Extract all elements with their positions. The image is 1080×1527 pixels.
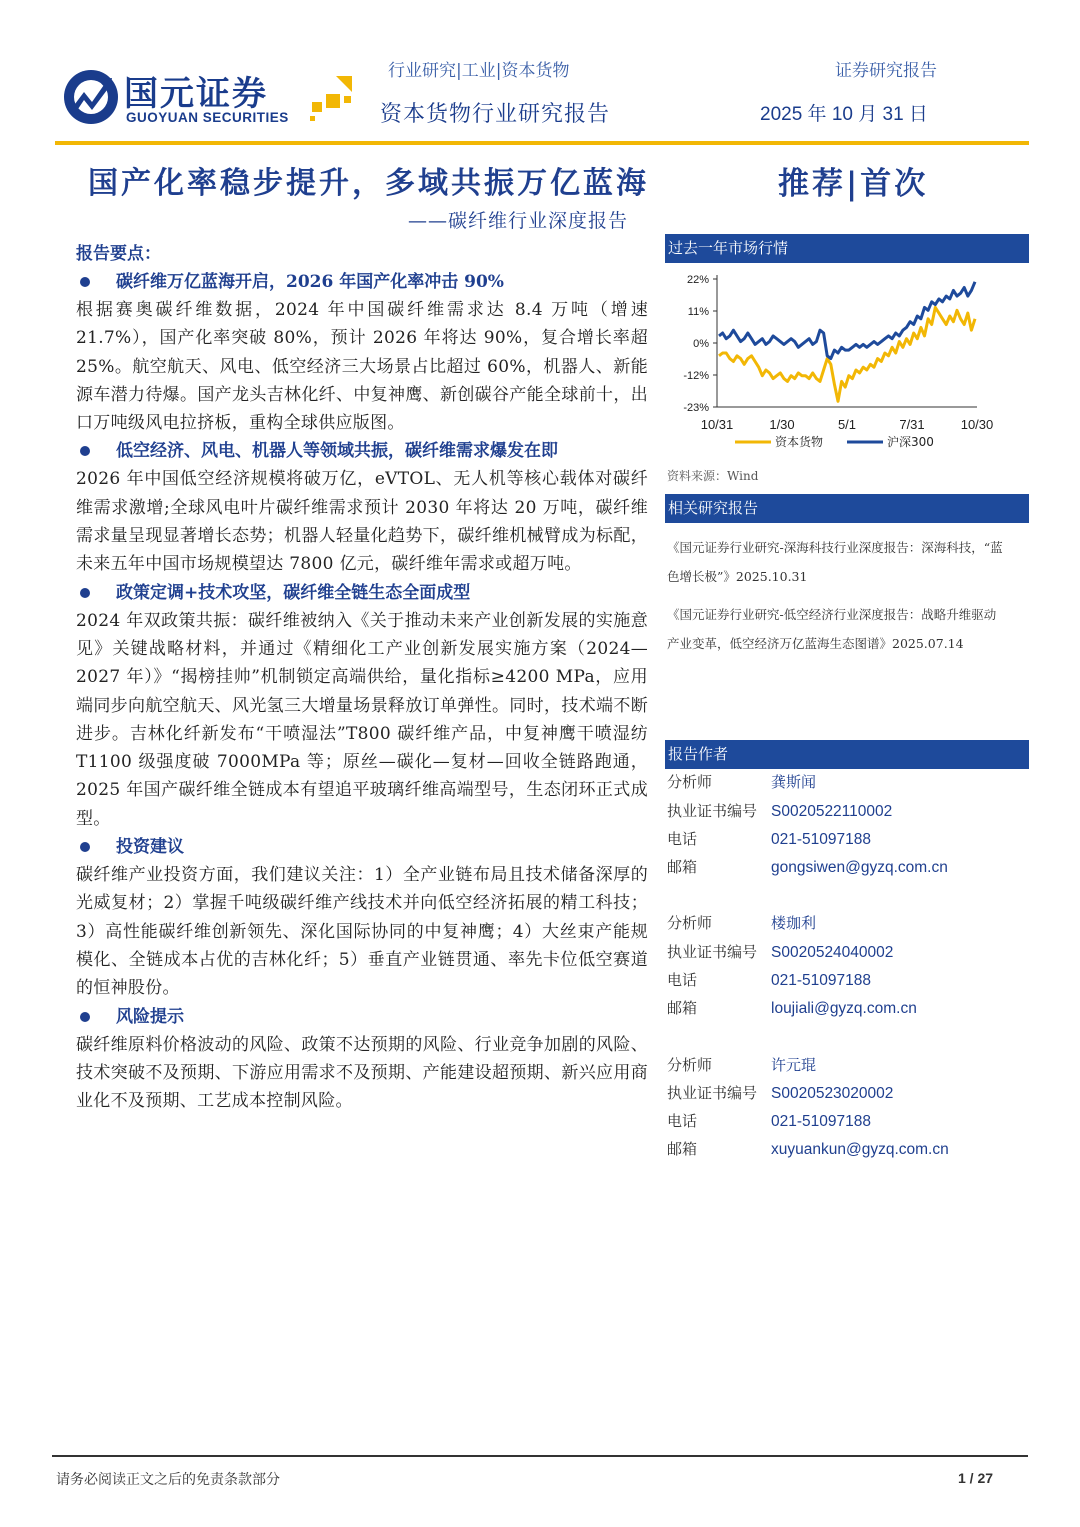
chart-y-tick-label: 0% bbox=[693, 338, 709, 350]
authors-heading: 报告作者 bbox=[665, 740, 1029, 769]
rating-badge: 推荐|首次 bbox=[778, 166, 929, 202]
related-report-line: 《国元证券行业研究-低空经济行业深度报告：战略升维驱动 bbox=[667, 607, 997, 622]
chart-legend-label: 资本货物 bbox=[775, 435, 824, 449]
analyst-label: 分析师 bbox=[667, 914, 713, 932]
related-report-line: 产业变革，低空经济万亿蓝海生态图谱》2025.07.14 bbox=[667, 636, 964, 651]
section-body: 2026 年中国低空经济规模将破万亿，eVTOL、无人机等核心载体对碳纤维需求激增;全球风电叶片碳纤维需求预计 2030 年将达 20 万吨，碳纤维需求量呈现显著增长态势；机器人轻量化趋势下，碳纤维机械臂成为标配，未来五年中国市场规模望达 7800 亿元，碳纤维年需求或超万吨。 bbox=[76, 469, 648, 575]
email-link[interactable]: gongsiwen@gyzq.com.cn bbox=[771, 859, 948, 876]
footer-divider bbox=[52, 1455, 1028, 1457]
phone-number: 021-51097188 bbox=[771, 1113, 871, 1130]
logo-chinese-name: 国元证券 bbox=[124, 74, 268, 114]
author-phone-row bbox=[667, 966, 871, 994]
email-link[interactable]: xuyuankun@gyzq.com.cn bbox=[771, 1141, 949, 1158]
footer-disclaimer: 请务必阅读正文之后的免责条款部分 bbox=[56, 1472, 280, 1488]
author-license-row bbox=[667, 938, 893, 966]
section-heading: 碳纤维万亿蓝海开启，2026 年国产化率冲击 90% bbox=[76, 268, 648, 296]
license-label: 执业证书编号 bbox=[667, 802, 758, 820]
author-license-row bbox=[667, 797, 892, 825]
author-phone-row bbox=[667, 825, 871, 853]
analyst-name: 楼珈利 bbox=[771, 914, 817, 932]
section-body: 碳纤维产业投资方面，我们建议关注：1）全产业链布局且技术储备深厚的光威复材；2）掌握千吨级碳纤维产线技术并向低空经济拓展的精工科技；3）高性能碳纤维创新领先、深化国际协同的中复神鹰；4）大丝束产能规模化、全链成本占优的吉林化纤；5）垂直产业链贯通、率先卡位低空赛道的恒神股份。 bbox=[76, 865, 648, 999]
analyst-name: 龚斯闻 bbox=[771, 773, 817, 791]
summary-label: 报告要点： bbox=[76, 244, 161, 264]
license-label: 执业证书编号 bbox=[667, 1084, 758, 1102]
chart-x-tick-label: 10/30 bbox=[960, 417, 994, 432]
section-body: 2024 年双政策共振：碳纤维被纳入《关于推动未来产业创新发展的实施意见》关键战略材料，并通过《精细化工产业创新发展实施方案（2024—2027 年）》“揭榜挂帅”机制锁定高端供给，量化指标≥4200 MPa，应用端同步向航空航天、风光氢三大增量场景释放订单弹性。同时，技术端不断进步。吉林化纤新发布“干喷湿法”T800 碳纤维产品，中复神鹰干喷湿纺 T1100 级强度破 7000MPa 等；原丝—碳化—复材—回收全链路跑通，2025 年国产碳纤维全链成本有望追平玻璃纤维高端型号，生态闭环正式成型。 bbox=[76, 610, 648, 829]
license-label: 执业证书编号 bbox=[667, 943, 758, 961]
author-email-row bbox=[667, 994, 917, 1022]
license-number: S0020524040002 bbox=[771, 944, 894, 961]
logo-star-icon bbox=[306, 72, 358, 124]
related-heading: 相关研究报告 bbox=[665, 494, 1029, 523]
phone-label: 电话 bbox=[667, 1112, 698, 1130]
guoyuan-logo-icon bbox=[62, 68, 120, 126]
report-date: 2025 年 10 月 31 日 bbox=[760, 104, 928, 125]
report-series-title: 资本货物行业研究报告 bbox=[380, 102, 611, 127]
page-title: 国产化率稳步提升，多域共振万亿蓝海 bbox=[88, 166, 649, 201]
email-label: 邮箱 bbox=[667, 1140, 698, 1158]
chart-x-tick-label: 5/1 bbox=[837, 417, 857, 432]
analyst-label: 分析师 bbox=[667, 1056, 713, 1074]
analyst-name: 许元琨 bbox=[771, 1056, 817, 1074]
chart-legend-label: 沪深300 bbox=[887, 435, 934, 449]
author-phone-row bbox=[667, 1107, 871, 1135]
section-body: 根据赛奥碳纤维数据，2024 年中国碳纤维需求达 8.4 万吨（增速21.7%），国产化率突破 80%，预计 2026 年将达 90%，复合增长率超 25%。航空航天、风电、低空经济三大场景占比超过 60%，机器人、新能源车潜力待爆。国产龙头吉林化纤、中复神鹰、新创碳谷产能全球前十，出口万吨级风电拉挤板，重构全球供应版图。 bbox=[76, 300, 648, 434]
email-link[interactable]: loujiali@gyzq.com.cn bbox=[771, 1000, 917, 1017]
market-chart bbox=[665, 265, 1029, 460]
author-email-row bbox=[667, 853, 948, 881]
chart-series-line bbox=[719, 307, 975, 401]
section-body: 碳纤维原料价格波动的风险、政策不达预期的风险、行业竞争加剧的风险、技术突破不及预期、下游应用需求不及预期、产能建设超预期、新兴应用商业化不及预期、工艺成本控制风险。 bbox=[76, 1034, 648, 1112]
section-heading: 低空经济、风电、机器人等领域共振，碳纤维需求爆发在即 bbox=[76, 437, 648, 465]
page-number: 1 / 27 bbox=[958, 1470, 994, 1486]
analyst-label: 分析师 bbox=[667, 773, 713, 791]
author-email-row bbox=[667, 1135, 949, 1163]
chart-series-line bbox=[719, 282, 975, 359]
phone-label: 电话 bbox=[667, 830, 698, 848]
chart-y-tick-label: 11% bbox=[687, 306, 709, 318]
market-heading: 过去一年市场行情 bbox=[665, 234, 1029, 263]
email-label: 邮箱 bbox=[667, 999, 698, 1017]
author-name-row bbox=[667, 909, 816, 937]
chart-y-tick-label: -23% bbox=[683, 402, 709, 414]
author-name-row bbox=[667, 1051, 816, 1079]
phone-label: 电话 bbox=[667, 971, 698, 989]
author-name-row bbox=[667, 768, 816, 796]
license-number: S0020523020002 bbox=[771, 1085, 894, 1102]
chart-x-tick-label: 7/31 bbox=[899, 417, 925, 432]
logo-english-name: GUOYUAN SECURITIES bbox=[126, 110, 289, 125]
author-license-row bbox=[667, 1079, 893, 1107]
phone-number: 021-51097188 bbox=[771, 831, 871, 848]
related-report-line: 《国元证券行业研究-深海科技行业深度报告：深海科技，“蓝 bbox=[667, 540, 1003, 555]
page-subtitle: ——碳纤维行业深度报告 bbox=[408, 210, 629, 232]
chart-source: 资料来源：Wind bbox=[667, 469, 759, 483]
report-type: 证券研究报告 bbox=[835, 61, 937, 81]
summary-column bbox=[76, 240, 648, 1115]
chart-y-tick-label: -12% bbox=[683, 370, 709, 382]
section-heading: 风险提示 bbox=[76, 1003, 648, 1031]
license-number: S0020522110002 bbox=[771, 803, 893, 820]
chart-x-tick-label: 10/31 bbox=[700, 417, 734, 432]
chart-y-tick-label: 22% bbox=[686, 274, 709, 286]
related-report-line: 色增长极”》2025.10.31 bbox=[667, 569, 808, 584]
header-divider bbox=[55, 141, 1029, 145]
email-label: 邮箱 bbox=[667, 858, 698, 876]
report-category: 行业研究|工业|资本货物 bbox=[388, 61, 570, 81]
section-heading: 政策定调+技术攻坚，碳纤维全链生态全面成型 bbox=[76, 579, 648, 607]
section-heading: 投资建议 bbox=[76, 833, 648, 861]
phone-number: 021-51097188 bbox=[771, 972, 871, 989]
chart-x-tick-label: 1/30 bbox=[769, 417, 795, 432]
